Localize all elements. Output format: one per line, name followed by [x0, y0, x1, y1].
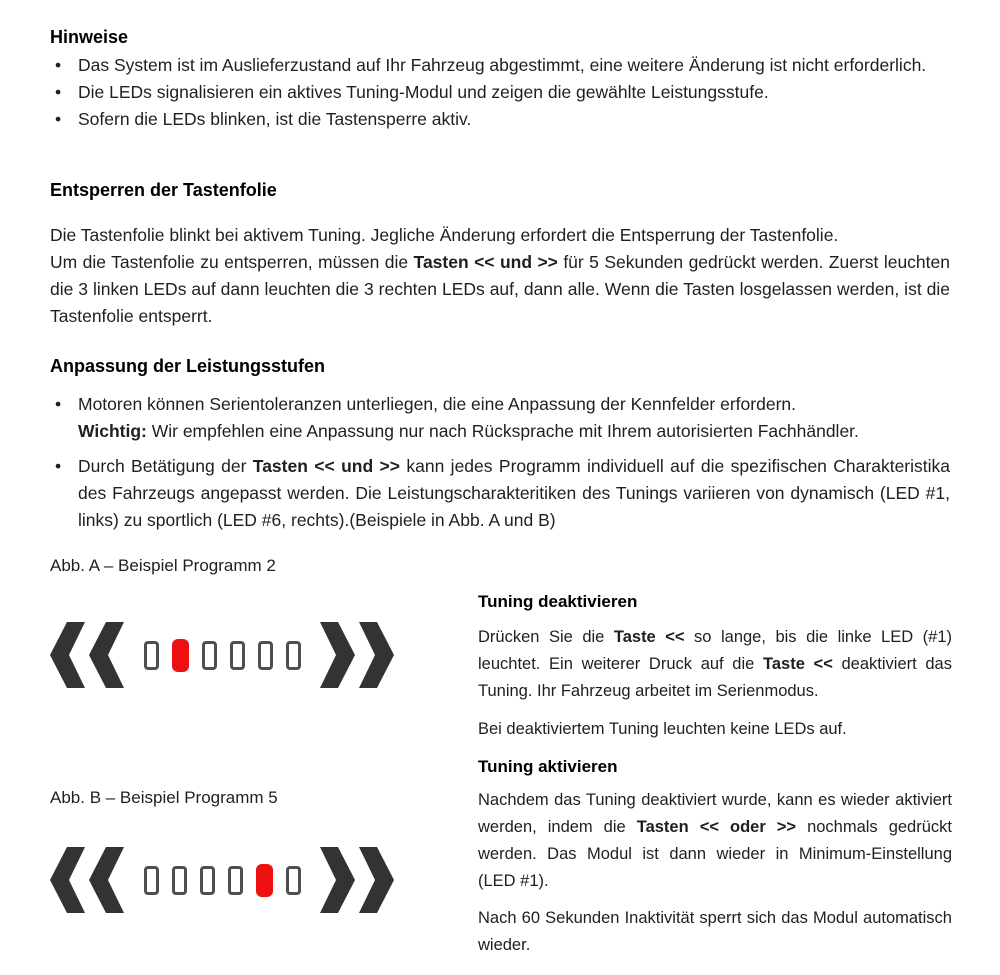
bold-text: Tasten << und >>: [252, 456, 400, 476]
bullet-text: Sofern die LEDs blinken, ist die Tastensperre aktiv.: [78, 109, 472, 129]
section-entsperren: [50, 179, 950, 330]
paragraph: [478, 624, 952, 705]
paragraph-text: Nach 60 Sekunden Inaktivität sperrt sich das Modul automatisch wieder.: [478, 909, 952, 954]
paragraph: [478, 905, 952, 959]
bullet-text: Die LEDs signalisieren ein aktives Tuning-Modul und zeigen die gewählte Leistungsstufe.: [78, 82, 769, 102]
heading-tuning-deaktivieren: Tuning deaktivieren: [478, 592, 638, 611]
bullet-line: [78, 391, 950, 418]
heading-tuning-aktivieren: Tuning aktivieren: [478, 757, 618, 776]
bullet-text: Durch Betätigung der: [78, 456, 253, 476]
bold-text: Tasten << oder >>: [636, 818, 797, 836]
figure-b-led-display: [50, 846, 394, 914]
led-off: [258, 641, 273, 670]
paragraph-text: Die Tastenfolie blinkt bei aktivem Tuning. Jegliche Änderung erfordert die Entsperrung der Tastenfolie.: [50, 225, 839, 245]
double-chevron-left-icon: [50, 621, 124, 689]
led-off: [144, 866, 159, 895]
bullet-text: Wir empfehlen eine Anpassung nur nach Rücksprache mit Ihrem autorisierten Fachhändler.: [146, 421, 859, 441]
paragraph-text: Nachdem das Tuning deaktiviert wurde, kann es wieder aktiviert werden, indem die: [478, 791, 952, 836]
paragraph-text: Drücken Sie die: [478, 628, 614, 646]
led-off: [200, 866, 215, 895]
bold-text: Taste <<: [613, 628, 685, 646]
paragraph-text: Bei deaktiviertem Tuning leuchten keine LEDs auf.: [478, 720, 847, 738]
double-chevron-left-icon: [50, 846, 124, 914]
bullet-text: Das System ist im Auslieferzustand auf Ihr Fahrzeug abgestimmt, eine weitere Änderung ist nicht erforderlich.: [78, 55, 927, 75]
bullet-text: Motoren können Serientoleranzen unterliegen, die eine Anpassung der Kennfelder erfordern.: [78, 394, 796, 414]
bullet-icon: •: [55, 55, 62, 75]
bullet-icon: •: [55, 394, 62, 414]
figure-a-label: Abb. A – Beispiel Programm 2: [50, 556, 276, 575]
section-title-anpassung: Anpassung der Leistungsstufen: [50, 356, 326, 376]
bullet-icon: •: [55, 82, 62, 102]
led-on: [172, 639, 189, 672]
paragraph-text: so lange, bis die linke LED (#1) leuchtet. Ein weiterer Druck auf die: [478, 628, 953, 673]
paragraph-text: für 5 Sekunden gedrückt werden. Zuerst leuchten die 3 linken LEDs auf dann leuchten die 3 rechten LEDs auf, dann alle. Wenn die Tasten losgelassen werden, ist die Tastenfolie entsperrt.: [50, 252, 950, 326]
bullet-item: [50, 391, 950, 445]
led-off: [144, 641, 159, 670]
bullet-text: kann jedes Programm individuell auf die spezifischen Charakteristika des Fahrzeugs angepasst werden. Die Leistungscharakteritiken des Tunings variieren von dynamisch (LED #1, links) zu sportlich (LED #6, rechts).(Beispiele in Abb. A und B): [78, 456, 951, 530]
led-off: [228, 866, 243, 895]
bullet-line: [78, 418, 950, 445]
figure-b-label: Abb. B – Beispiel Programm 5: [50, 788, 278, 807]
bullet-item: [50, 79, 950, 106]
section-hinweise: [50, 26, 950, 133]
section-title-hinweise: Hinweise: [50, 27, 129, 47]
led-off: [230, 641, 245, 670]
led-off: [286, 641, 301, 670]
led-off: [172, 866, 187, 895]
paragraph-text: nochmals gedrückt werden. Das Modul ist dann wieder in Minimum-Einstellung (LED #1).: [478, 818, 952, 890]
double-chevron-right-icon: [320, 621, 394, 689]
led-off: [202, 641, 217, 670]
figure-a-led-display: [50, 621, 394, 689]
bullet-item: [50, 106, 950, 133]
bullet-icon: •: [55, 456, 62, 476]
led-on: [256, 864, 273, 897]
bold-text: Tasten << und >>: [413, 252, 558, 272]
bullet-item: [50, 453, 950, 534]
bullet-icon: •: [55, 109, 62, 129]
section-anpassung: [50, 355, 950, 534]
paragraph-text: deaktiviert das Tuning. Ihr Fahrzeug arbeitet im Serienmodus.: [478, 655, 952, 700]
paragraph: [50, 222, 950, 249]
double-chevron-right-icon: [320, 846, 394, 914]
section-title-entsperren: Entsperren der Tastenfolie: [50, 180, 277, 200]
led-off: [286, 866, 301, 895]
paragraph: [50, 249, 950, 330]
led-strip: [144, 864, 301, 897]
led-strip: [144, 639, 301, 672]
paragraph: [478, 716, 952, 743]
bold-text: Taste <<: [763, 655, 833, 673]
bold-text: Wichtig:: [78, 421, 147, 441]
paragraph-text: Um die Tastenfolie zu entsperren, müssen die: [50, 252, 414, 272]
right-column: [478, 591, 952, 959]
bullet-item: [50, 52, 950, 79]
paragraph: [478, 787, 952, 895]
